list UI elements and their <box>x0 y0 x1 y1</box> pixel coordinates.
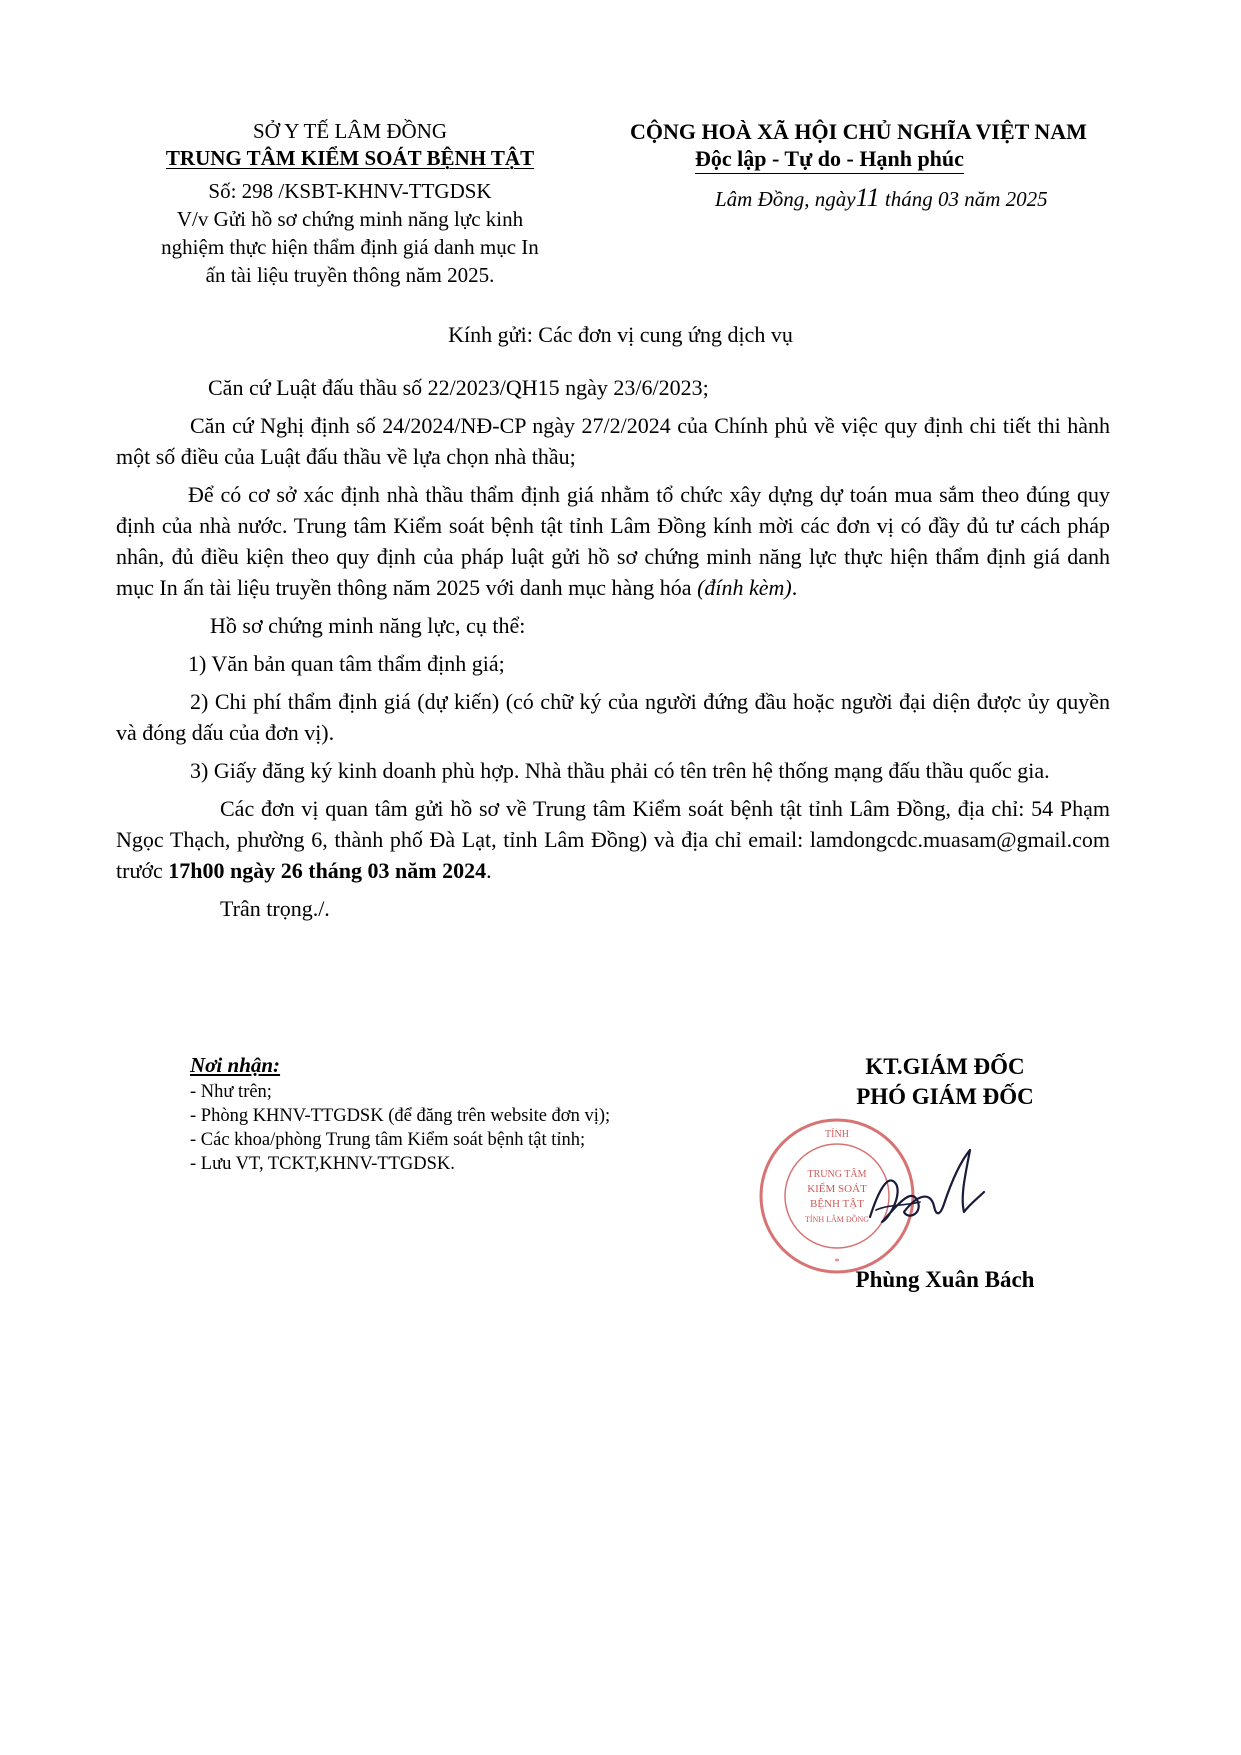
receiver-item: - Các khoa/phòng Trung tâm Kiểm soát bệnh tật tỉnh; <box>190 1130 586 1150</box>
body-text: . <box>486 858 492 883</box>
closing-text: Trân trọng./. <box>220 896 330 921</box>
signature-block <box>770 1052 1120 1112</box>
body-text: Các đơn vị quan tâm gửi hồ sơ về Trung tâm Kiểm soát bệnh tật tỉnh Lâm Đồng, địa chỉ: 54 Phạm Ngọc Thạch, phường 6, thành phố Đà Lạt, tỉnh Lâm Đồng) và địa chỉ email: lamdongcdc.muasam@gmail.com trước <box>116 796 1110 883</box>
body-paragraph <box>116 793 1110 886</box>
signer-name: Phùng Xuân Bách <box>855 1267 1035 1292</box>
stamp-star-icon: * <box>834 1257 840 1268</box>
document-subject <box>120 205 580 289</box>
body-text: Để có cơ sở xác định nhà thầu thẩm định giá nhằm tổ chức xây dựng dự toán mua sắm theo đúng quy định của nhà nước. Trung tâm Kiểm soát bệnh tật tỉnh Lâm Đồng kính mời các đơn vị có đầy đủ tư cách pháp nhân, đủ điều kiện theo quy định của pháp luật gửi hồ sơ chứng minh năng lực thực hiện thẩm định giá danh mục In ấn tài liệu truyền thông năm 2025 với danh mục hàng hóa <box>116 482 1110 600</box>
national-motto: Độc lập - Tự do - Hạnh phúc <box>695 145 964 174</box>
list-item: 1) Văn bản quan tâm thẩm định giá; <box>188 651 505 676</box>
list-item: 3) Giấy đăng ký kinh doanh phù hợp. Nhà thầu phải có tên trên hệ thống mạng đấu thầu quốc gia. <box>190 758 1050 783</box>
receiver-item: - Như trên; <box>190 1082 272 1102</box>
subject-line: nghiệm thực hiện thẩm định giá danh mục In <box>161 235 539 259</box>
nation-title: CỘNG HOÀ XÃ HỘI CHỦ NGHĨA VIỆT NAM <box>630 119 1087 144</box>
body-text: . <box>791 575 798 600</box>
issuer-header <box>120 118 580 289</box>
list-item: 2) Chi phí thẩm định giá (dự kiến) (có chữ ký của người đứng đầu hoặc người đại diện được ủy quyền và đóng dấu của đơn vị). <box>116 689 1110 745</box>
recipient-line: Kính gửi: Các đơn vị cung ứng dịch vụ <box>448 322 793 347</box>
list-intro: Hồ sơ chứng minh năng lực, cụ thể: <box>210 613 526 638</box>
body-paragraph <box>116 479 1110 603</box>
signer-position: PHÓ GIÁM ĐỐC <box>856 1084 1034 1109</box>
receivers-title: Nơi nhận: <box>190 1053 281 1077</box>
date-suffix: tháng 03 năm 2025 <box>879 187 1048 211</box>
issuer-agency: SỞ Y TẾ LÂM ĐỒNG <box>252 119 448 143</box>
stamp-text: TRUNG TÂM <box>807 1169 867 1180</box>
body-paragraph: Căn cứ Luật đấu thầu số 22/2023/QH15 ngày 23/6/2023; <box>208 375 709 400</box>
national-header <box>620 118 1160 213</box>
subject-line: V/v Gửi hồ sơ chứng minh năng lực kinh <box>176 207 524 231</box>
document-body <box>116 372 1110 931</box>
handwritten-signature <box>860 1132 990 1242</box>
subject-line: ấn tài liệu truyền thông năm 2025. <box>205 263 495 287</box>
receivers-block <box>190 1053 690 1176</box>
date-prefix: Lâm Đồng, ngày <box>715 187 856 211</box>
receiver-item: - Phòng KHNV-TTGDSK (để đăng trên website đơn vị); <box>190 1106 611 1126</box>
body-italic-text: (đính kèm) <box>697 575 792 600</box>
stamp-text: KIỂM SOÁT <box>807 1183 867 1195</box>
document-number: Số: 298 /KSBT-KHNV-TTGDSK <box>208 179 492 203</box>
deadline-text: 17h00 ngày 26 tháng 03 năm 2024 <box>168 858 487 883</box>
body-paragraph: Căn cứ Nghị định số 24/2024/NĐ-CP ngày 27/2/2024 của Chính phủ về việc quy định chi tiết thi hành một số điều của Luật đấu thầu về lựa chọn nhà thầu; <box>116 413 1110 469</box>
document-date <box>620 184 1160 213</box>
signer-position: KT.GIÁM ĐỐC <box>865 1054 1025 1079</box>
stamp-text: TỈNH LÂM ĐỒNG <box>805 1215 869 1224</box>
stamp-text: BỆNH TẬT <box>810 1198 864 1210</box>
receiver-item: - Lưu VT, TCKT,KHNV-TTGDSK. <box>190 1154 455 1174</box>
issuer-center-name: TRUNG TÂM KIỂM SOÁT BỆNH TẬT <box>165 146 535 170</box>
date-day: 11 <box>855 183 880 212</box>
stamp-text: TỈNH <box>825 1129 849 1140</box>
